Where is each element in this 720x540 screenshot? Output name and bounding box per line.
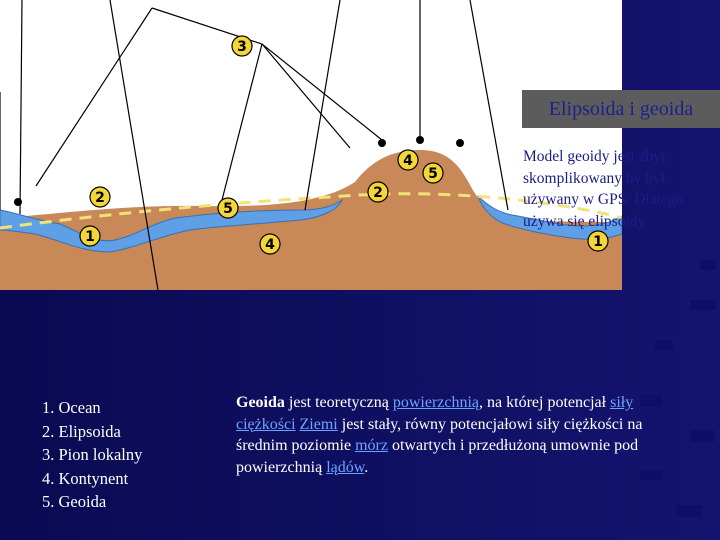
link-ladow[interactable]: lądów bbox=[326, 458, 365, 476]
legend-item-geoid: 5. Geoida bbox=[42, 492, 107, 511]
svg-text:5: 5 bbox=[428, 166, 438, 182]
link-ziemi[interactable]: Ziemi bbox=[299, 415, 338, 433]
definition-text: , na której potencjał bbox=[479, 394, 611, 411]
svg-text:4: 4 bbox=[403, 153, 413, 169]
definition-term: Geoida bbox=[236, 394, 285, 411]
svg-text:2: 2 bbox=[95, 190, 105, 206]
svg-text:4: 4 bbox=[265, 237, 275, 253]
legend-item-ellipsoid: 2. Elipsoida bbox=[42, 421, 121, 441]
legend-list bbox=[42, 396, 142, 514]
definition-text: otwartych i przedłużoną umownie pod powierzchnią bbox=[236, 437, 639, 476]
link-powierzchnia[interactable]: powierzchnią bbox=[392, 394, 480, 411]
marker-5-left bbox=[218, 198, 238, 218]
definition-text: . bbox=[364, 458, 369, 476]
definition-text: jest teoretyczną bbox=[284, 394, 393, 411]
marker-2-center bbox=[368, 182, 388, 202]
gps-note: Model geoidy jest zbyt skomplikowany by był używany w GPS. Dlatego używa się elipsoidy bbox=[523, 148, 684, 230]
geoid-definition bbox=[236, 392, 696, 478]
legend-item-continent: 4. Kontynent bbox=[42, 468, 129, 488]
definition-text: jest stały, równy potencjałowi siły ciężkości na średnim poziomie bbox=[236, 415, 643, 454]
svg-text:5: 5 bbox=[223, 201, 233, 217]
legend-item-ocean: 1. Ocean bbox=[42, 398, 101, 417]
svg-text:1: 1 bbox=[593, 234, 603, 250]
link-morz[interactable]: mórz bbox=[355, 437, 388, 454]
legend-item-plumb-line: 3. Pion lokalny bbox=[42, 445, 143, 464]
marker-1-right bbox=[588, 231, 608, 251]
marker-3 bbox=[232, 36, 252, 56]
marker-5-right bbox=[423, 163, 443, 183]
svg-text:3: 3 bbox=[237, 39, 247, 55]
slide-title: Elipsoida i geoida bbox=[522, 90, 720, 128]
marker-4-top bbox=[398, 150, 418, 170]
geoid-ellipsoid-diagram bbox=[0, 0, 622, 290]
svg-text:2: 2 bbox=[373, 185, 383, 201]
svg-text:1: 1 bbox=[85, 229, 95, 245]
marker-2-left bbox=[90, 187, 110, 207]
marker-4-bottom bbox=[260, 234, 280, 254]
link-sily-ciezkosci[interactable]: siły ciężkości bbox=[236, 394, 634, 433]
marker-1-left bbox=[80, 226, 100, 246]
